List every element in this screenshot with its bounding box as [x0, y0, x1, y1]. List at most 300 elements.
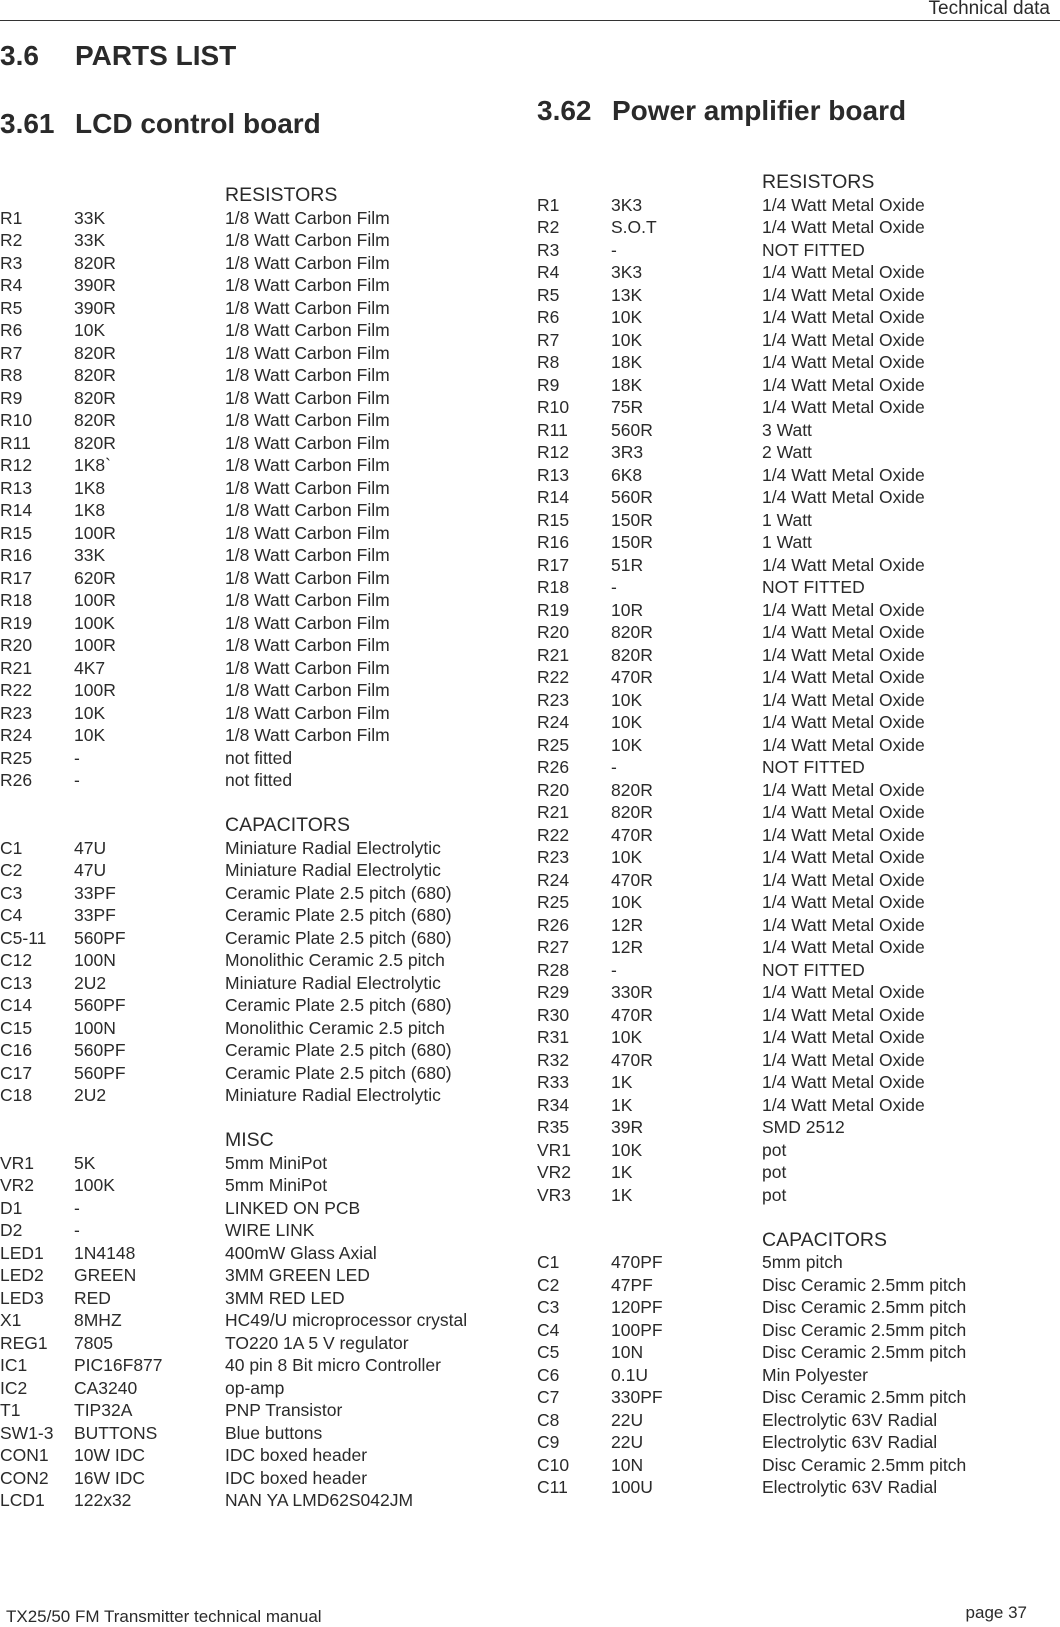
- part-description: 1/8 Watt Carbon Film: [225, 252, 390, 273]
- part-description: 5mm pitch: [762, 1252, 843, 1272]
- part-row: [537, 711, 1057, 734]
- part-description: pot: [762, 1139, 787, 1160]
- part-ref: R21: [537, 644, 570, 665]
- part-value: 150R: [611, 532, 653, 552]
- part-description: 1/4 Watt Metal Oxide: [762, 599, 925, 620]
- footer-manual-title: TX25/50 FM Transmitter technical manual: [6, 1607, 322, 1626]
- part-description: 1/4 Watt Metal Oxide: [762, 352, 925, 372]
- part-value: 2U2: [74, 1085, 107, 1105]
- part-description: 1/8 Watt Carbon Film: [225, 455, 390, 475]
- part-description: 1/4 Watt Metal Oxide: [762, 937, 925, 957]
- part-row: [0, 1039, 520, 1062]
- part-description: Disc Ceramic 2.5mm pitch: [762, 1297, 967, 1317]
- part-value: 820R: [74, 252, 116, 273]
- part-value: 1K8: [74, 477, 106, 498]
- part-ref: R18: [0, 590, 33, 610]
- part-description: 1/4 Watt Metal Oxide: [762, 847, 925, 867]
- part-value: 16W IDC: [74, 1467, 145, 1488]
- part-row: [537, 801, 1057, 824]
- part-ref: R4: [0, 275, 23, 295]
- part-value: 100R: [74, 635, 116, 655]
- part-description: Disc Ceramic 2.5mm pitch: [762, 1387, 967, 1407]
- part-description: 1 Watt: [762, 509, 812, 530]
- part-description: 1/4 Watt Metal Oxide: [762, 1094, 925, 1115]
- part-value: 10K: [611, 734, 643, 755]
- part-row: [537, 284, 1057, 307]
- part-value: 820R: [74, 432, 116, 453]
- part-value: 10N: [611, 1454, 644, 1475]
- part-value: 33K: [74, 230, 106, 250]
- part-row: [0, 657, 520, 680]
- part-value: 100N: [74, 1017, 116, 1038]
- part-description: pot: [762, 1184, 787, 1205]
- part-value: 22U: [611, 1432, 644, 1452]
- part-row: [537, 666, 1057, 689]
- part-ref: R24: [537, 712, 570, 732]
- part-description: Disc Ceramic 2.5mm pitch: [762, 1274, 967, 1295]
- part-ref: C15: [0, 1017, 33, 1038]
- part-row: [0, 1174, 520, 1197]
- part-ref: CON2: [0, 1467, 49, 1488]
- part-description: Ceramic Plate 2.5 pitch (680): [225, 995, 452, 1015]
- part-ref: R24: [0, 725, 33, 745]
- part-row: [537, 1454, 1057, 1477]
- part-row: [537, 959, 1057, 982]
- part-ref: T1: [0, 1400, 21, 1420]
- part-value: 18K: [611, 352, 643, 372]
- part-value: 560PF: [74, 1062, 126, 1083]
- part-ref: D2: [0, 1220, 23, 1240]
- part-description: 400mW Glass Axial: [225, 1242, 377, 1263]
- part-row: [0, 949, 520, 972]
- part-description: 1/8 Watt Carbon Film: [225, 387, 390, 408]
- part-row: [0, 1309, 520, 1332]
- part-value: 10K: [611, 847, 643, 867]
- power-board-title: Power amplifier board: [612, 95, 907, 126]
- part-row: [537, 1071, 1057, 1094]
- power-board-number: 3.62: [537, 95, 592, 126]
- part-description: 1/4 Watt Metal Oxide: [762, 644, 925, 665]
- part-value: 560PF: [74, 995, 126, 1015]
- part-row: [537, 1476, 1057, 1499]
- part-value: 13K: [611, 284, 643, 305]
- part-value: 4K7: [74, 657, 106, 678]
- part-ref: R28: [537, 959, 570, 980]
- part-row: [0, 1287, 520, 1310]
- part-description: HC49/U microprocessor crystal: [225, 1310, 468, 1330]
- part-ref: R26: [537, 757, 570, 777]
- part-ref: CON1: [0, 1445, 49, 1465]
- part-row: [537, 239, 1057, 262]
- part-value: 820R: [611, 779, 653, 800]
- part-description: 1/8 Watt Carbon Film: [225, 590, 390, 610]
- part-ref: C3: [0, 882, 23, 903]
- part-description: 1/4 Watt Metal Oxide: [762, 554, 925, 575]
- part-row: [0, 679, 520, 702]
- part-description: 1/4 Watt Metal Oxide: [762, 914, 925, 935]
- power-board-parts-list: [537, 171, 1057, 1499]
- part-row: [0, 994, 520, 1017]
- part-description: 1/8 Watt Carbon Film: [225, 680, 390, 700]
- part-value: 10R: [611, 599, 644, 620]
- part-description: TO220 1A 5 V regulator: [225, 1332, 409, 1353]
- part-ref: R15: [537, 509, 570, 530]
- part-value: 820R: [74, 387, 116, 408]
- part-ref: R10: [537, 397, 570, 417]
- part-ref: C5-11: [0, 927, 47, 948]
- part-ref: C8: [537, 1409, 560, 1430]
- part-value: -: [74, 747, 80, 768]
- part-row: [0, 364, 520, 387]
- part-ref: R18: [537, 577, 570, 597]
- part-description: 1/4 Watt Metal Oxide: [762, 622, 925, 642]
- part-description: 1/8 Watt Carbon Film: [225, 230, 390, 250]
- footer-page-number: page 37: [965, 1603, 1027, 1622]
- part-value: 820R: [611, 644, 653, 665]
- part-description: 1/4 Watt Metal Oxide: [762, 374, 925, 395]
- part-description: IDC boxed header: [225, 1467, 368, 1488]
- part-row: [537, 1409, 1057, 1432]
- part-description: Ceramic Plate 2.5 pitch (680): [225, 905, 452, 925]
- part-row: [537, 486, 1057, 509]
- part-value: -: [611, 239, 617, 260]
- part-ref: R22: [0, 680, 33, 700]
- part-ref: R21: [537, 802, 570, 822]
- part-description: 1/4 Watt Metal Oxide: [762, 802, 925, 822]
- part-description: Electrolytic 63V Radial: [762, 1432, 938, 1452]
- part-description: 1/4 Watt Metal Oxide: [762, 397, 925, 417]
- part-description: 1/4 Watt Metal Oxide: [762, 1004, 925, 1025]
- part-ref: R2: [537, 217, 560, 237]
- part-description: Miniature Radial Electrolytic: [225, 972, 441, 993]
- part-value: 1K: [611, 1184, 633, 1205]
- part-ref: C9: [537, 1432, 560, 1452]
- part-description: PNP Transistor: [225, 1400, 343, 1420]
- part-description: Miniature Radial Electrolytic: [225, 860, 441, 880]
- part-description: 1/4 Watt Metal Oxide: [762, 464, 925, 485]
- part-ref: R20: [537, 622, 570, 642]
- part-value: -: [74, 1220, 80, 1240]
- part-description: 1/8 Watt Carbon Film: [225, 612, 390, 633]
- part-value: 10K: [611, 1027, 643, 1047]
- part-description: 1/4 Watt Metal Oxide: [762, 734, 925, 755]
- part-row: [0, 252, 520, 275]
- part-row: [537, 599, 1057, 622]
- part-row: [537, 1116, 1057, 1139]
- part-row: [0, 1422, 520, 1445]
- part-value: 330PF: [611, 1387, 663, 1407]
- part-ref: R1: [537, 194, 560, 215]
- part-row: [537, 1161, 1057, 1184]
- part-value: 47U: [74, 860, 107, 880]
- part-description: not fitted: [225, 747, 293, 768]
- part-value: 22U: [611, 1409, 644, 1430]
- part-row: [0, 544, 520, 567]
- part-description: 1/4 Watt Metal Oxide: [762, 824, 925, 845]
- part-row: [0, 274, 520, 297]
- part-value: -: [74, 1197, 80, 1218]
- part-value: 12R: [611, 937, 644, 957]
- part-ref: R10: [0, 410, 33, 430]
- part-value: 10K: [611, 1139, 643, 1160]
- part-description: NOT FITTED: [762, 239, 865, 260]
- part-value: 1K: [611, 1094, 633, 1115]
- part-ref: R19: [537, 599, 570, 620]
- part-description: Disc Ceramic 2.5mm pitch: [762, 1454, 967, 1475]
- part-value: 560PF: [74, 1040, 126, 1060]
- part-ref: C10: [537, 1454, 570, 1475]
- part-row: [0, 1399, 520, 1422]
- part-row: [537, 1341, 1057, 1364]
- part-value: 150R: [611, 509, 653, 530]
- part-description: not fitted: [225, 770, 293, 790]
- part-ref: R26: [0, 770, 33, 790]
- part-value: S.O.T: [611, 217, 657, 237]
- part-value: 390R: [74, 297, 116, 318]
- part-ref: R9: [0, 387, 23, 408]
- part-description: 1/4 Watt Metal Oxide: [762, 487, 925, 507]
- part-ref: C7: [537, 1387, 560, 1407]
- part-value: 470R: [611, 869, 653, 890]
- part-description: Electrolytic 63V Radial: [762, 1477, 938, 1497]
- section-title: PARTS LIST: [75, 40, 237, 71]
- part-ref: C18: [0, 1085, 33, 1105]
- part-value: -: [611, 959, 617, 980]
- part-row: [537, 779, 1057, 802]
- part-row: [0, 499, 520, 522]
- part-row: [0, 297, 520, 320]
- part-description: NOT FITTED: [762, 577, 865, 597]
- part-ref: C11: [537, 1477, 568, 1497]
- part-ref: LED1: [0, 1242, 44, 1263]
- part-row: [537, 464, 1057, 487]
- part-row: [537, 689, 1057, 712]
- part-ref: R23: [537, 689, 570, 710]
- group-title-resistors: RESISTORS: [225, 184, 338, 206]
- part-ref: LCD1: [0, 1490, 45, 1510]
- group-title-misc: MISC: [225, 1129, 274, 1151]
- part-value: 6K8: [611, 464, 643, 485]
- part-description: Ceramic Plate 2.5 pitch (680): [225, 1062, 452, 1083]
- part-ref: C5: [537, 1342, 560, 1362]
- part-ref: LED2: [0, 1265, 44, 1285]
- part-value: 122x32: [74, 1490, 132, 1510]
- part-row: [537, 621, 1057, 644]
- part-ref: R26: [537, 914, 570, 935]
- part-ref: R17: [0, 567, 33, 588]
- part-ref: R15: [0, 522, 33, 543]
- part-row: [0, 522, 520, 545]
- part-row: [0, 882, 520, 905]
- part-description: 1 Watt: [762, 532, 812, 552]
- part-value: -: [74, 770, 80, 790]
- part-ref: R3: [0, 252, 23, 273]
- part-value: 470R: [611, 1049, 653, 1070]
- part-ref: R29: [537, 982, 570, 1002]
- part-row: [0, 904, 520, 927]
- part-ref: C2: [537, 1274, 560, 1295]
- part-ref: R16: [537, 532, 570, 552]
- part-row: [0, 387, 520, 410]
- part-row: [0, 409, 520, 432]
- part-value: 330R: [611, 982, 653, 1002]
- part-description: SMD 2512: [762, 1117, 845, 1137]
- part-description: 1/4 Watt Metal Oxide: [762, 1049, 925, 1070]
- part-row: [537, 1251, 1057, 1274]
- part-description: 1/8 Watt Carbon Film: [225, 500, 390, 520]
- part-description: Ceramic Plate 2.5 pitch (680): [225, 882, 452, 903]
- part-row: [0, 1489, 520, 1512]
- group-title-resistors: RESISTORS: [762, 171, 875, 193]
- part-value: 470R: [611, 667, 653, 687]
- part-description: Electrolytic 63V Radial: [762, 1409, 938, 1430]
- part-ref: R7: [537, 329, 560, 350]
- part-ref: C4: [0, 905, 23, 925]
- part-description: 1/8 Watt Carbon Film: [225, 635, 390, 655]
- part-ref: R14: [0, 500, 33, 520]
- part-row: [0, 1264, 520, 1287]
- part-ref: R8: [0, 365, 23, 385]
- part-value: 75R: [611, 397, 644, 417]
- part-ref: VR3: [537, 1184, 572, 1205]
- part-value: 3R3: [611, 442, 644, 462]
- part-row: [0, 1219, 520, 1242]
- part-row: [0, 1444, 520, 1467]
- part-ref: R11: [0, 432, 31, 453]
- part-ref: R13: [0, 477, 33, 498]
- part-row: [0, 1332, 520, 1355]
- part-description: 1/8 Watt Carbon Film: [225, 702, 390, 723]
- part-value: 470R: [611, 1004, 653, 1025]
- part-description: 1/8 Watt Carbon Film: [225, 567, 390, 588]
- part-value: 1K: [611, 1072, 633, 1092]
- part-description: Monolithic Ceramic 2.5 pitch: [225, 950, 445, 970]
- part-description: 3MM GREEN LED: [225, 1265, 370, 1285]
- part-value: 51R: [611, 554, 644, 575]
- part-ref: R27: [537, 937, 570, 957]
- part-row: [537, 644, 1057, 667]
- part-ref: R5: [0, 297, 23, 318]
- part-value: 10K: [74, 725, 106, 745]
- part-description: 1/4 Watt Metal Oxide: [762, 982, 925, 1002]
- part-description: 40 pin 8 Bit micro Controller: [225, 1355, 441, 1375]
- part-value: 10W IDC: [74, 1445, 145, 1465]
- part-description: 1/4 Watt Metal Oxide: [762, 779, 925, 800]
- part-row: [0, 1354, 520, 1377]
- part-ref: C16: [0, 1040, 33, 1060]
- part-row: [0, 589, 520, 612]
- part-ref: C6: [537, 1364, 560, 1385]
- part-value: 12R: [611, 914, 644, 935]
- part-row: [537, 576, 1057, 599]
- part-row: [0, 1377, 520, 1400]
- part-description: 1/8 Watt Carbon Film: [225, 477, 390, 498]
- part-value: 10K: [611, 712, 643, 732]
- lcd-board-title: LCD control board: [75, 108, 321, 139]
- part-value: 820R: [611, 622, 653, 642]
- part-ref: R1: [0, 207, 23, 228]
- part-description: 1/8 Watt Carbon Film: [225, 545, 390, 565]
- part-ref: R6: [537, 307, 560, 327]
- part-row: [537, 734, 1057, 757]
- part-ref: C12: [0, 950, 33, 970]
- part-description: 1/8 Watt Carbon Film: [225, 522, 390, 543]
- section-heading: [0, 40, 236, 72]
- part-description: Miniature Radial Electrolytic: [225, 837, 441, 858]
- part-description: 1/8 Watt Carbon Film: [225, 657, 390, 678]
- part-description: Miniature Radial Electrolytic: [225, 1085, 441, 1105]
- part-description: 1/8 Watt Carbon Film: [225, 410, 390, 430]
- part-row: [537, 351, 1057, 374]
- part-description: 1/4 Watt Metal Oxide: [762, 689, 925, 710]
- part-value: 10N: [611, 1342, 644, 1362]
- part-value: 1K8`: [74, 455, 111, 475]
- part-description: 1/8 Watt Carbon Film: [225, 275, 390, 295]
- part-value: 39R: [611, 1117, 644, 1137]
- part-ref: R21: [0, 657, 33, 678]
- part-description: 1/4 Watt Metal Oxide: [762, 869, 925, 890]
- part-value: 18K: [611, 374, 643, 395]
- part-value: 560PF: [74, 927, 126, 948]
- part-value: 2U2: [74, 972, 107, 993]
- part-row: [0, 1017, 520, 1040]
- part-row: [0, 319, 520, 342]
- part-row: [0, 1084, 520, 1107]
- page-header-title: Technical data: [928, 0, 1050, 19]
- part-ref: R20: [0, 635, 33, 655]
- part-row: [537, 891, 1057, 914]
- part-value: 3K3: [611, 262, 643, 282]
- part-ref: VR2: [537, 1162, 572, 1182]
- part-row: [537, 1296, 1057, 1319]
- part-value: 10K: [611, 329, 643, 350]
- part-ref: LED3: [0, 1287, 44, 1308]
- part-ref: C17: [0, 1062, 33, 1083]
- part-ref: VR2: [0, 1175, 35, 1195]
- part-row: [0, 477, 520, 500]
- part-value: 820R: [611, 802, 653, 822]
- part-row: [537, 216, 1057, 239]
- part-ref: R7: [0, 342, 23, 363]
- part-value: 33K: [74, 545, 106, 565]
- part-ref: R30: [537, 1004, 570, 1025]
- part-ref: R22: [537, 824, 570, 845]
- part-value: 1K: [611, 1162, 633, 1182]
- part-value: -: [611, 757, 617, 777]
- part-description: Disc Ceramic 2.5mm pitch: [762, 1342, 967, 1362]
- part-row: [537, 306, 1057, 329]
- part-ref: REG1: [0, 1332, 48, 1353]
- part-row: [0, 972, 520, 995]
- part-value: 0.1U: [611, 1364, 648, 1385]
- part-value: 390R: [74, 275, 116, 295]
- part-row: [537, 509, 1057, 532]
- part-description: Monolithic Ceramic 2.5 pitch: [225, 1017, 445, 1038]
- part-row: [537, 441, 1057, 464]
- part-row: [537, 1184, 1057, 1207]
- part-value: 100R: [74, 590, 116, 610]
- part-row: [0, 207, 520, 230]
- part-ref: R5: [537, 284, 560, 305]
- part-row: [537, 1026, 1057, 1049]
- part-value: RED: [74, 1287, 111, 1308]
- part-value: 47PF: [611, 1274, 653, 1295]
- part-description: 1/8 Watt Carbon Film: [225, 207, 390, 228]
- part-ref: R35: [537, 1117, 570, 1137]
- part-value: 33PF: [74, 905, 116, 925]
- part-ref: R3: [537, 239, 560, 260]
- part-value: 100K: [74, 1175, 115, 1195]
